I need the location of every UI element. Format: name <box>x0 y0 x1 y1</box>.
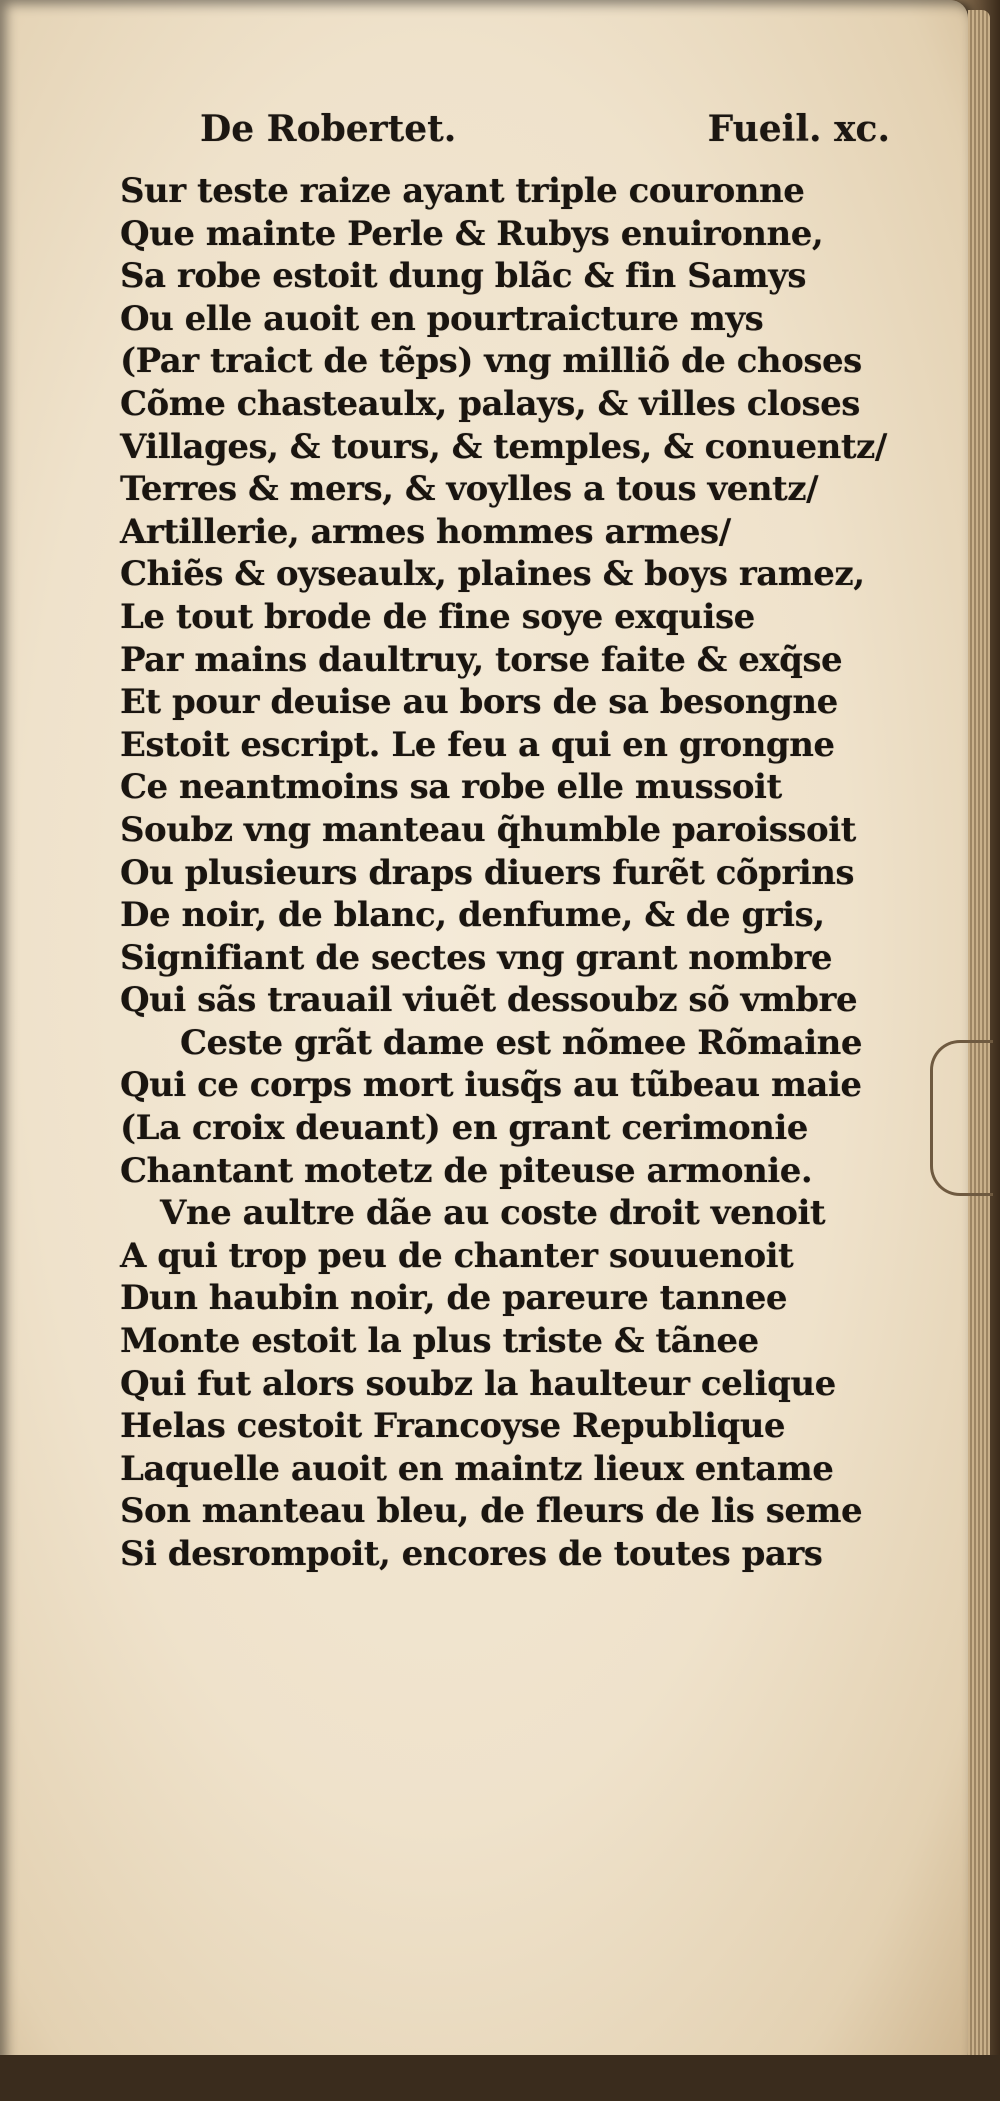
running-header <box>200 108 900 168</box>
header-title: De Robertet. <box>200 108 457 150</box>
verse-text <box>120 170 890 1576</box>
verse-line: Sa robe estoit dung blãc & fin Samys <box>120 256 807 297</box>
verse-line: Vne aultre dãe au coste droit venoit <box>160 1193 826 1234</box>
verse-line: Estoit escript. Le feu a qui en grongne <box>120 724 835 765</box>
verse-line: Artillerie, armes hommes armes/ <box>120 511 731 552</box>
verse-line: Cõme chasteaulx, palays, & villes closes <box>120 383 860 424</box>
verse-line: Le tout brode de fine soye exquise <box>120 596 755 637</box>
verse-line: De noir, de blanc, denfume, & de gris, <box>120 895 825 936</box>
verse-line: Ou plusieurs draps diuers furẽt cõprins <box>120 852 855 893</box>
verse-line: Villages, & tours, & temples, & conuentz/ <box>120 426 887 467</box>
folio-number: Fueil. xc. <box>707 108 890 150</box>
verse-line: Par mains daultruy, torse faite & exq̃se <box>120 639 843 680</box>
verse-line: Soubz vng manteau q̃humble paroissoit <box>120 809 856 850</box>
verse-line: Si desrompoit, encores de toutes pars <box>120 1534 823 1574</box>
binding-shadow <box>0 2055 1000 2101</box>
verse-line: Son manteau bleu, de fleurs de lis seme <box>120 1491 863 1532</box>
verse-line: Que mainte Perle & Rubys enuironne, <box>120 213 824 254</box>
verse-line: Dun haubin noir, de pareure tannee <box>120 1278 788 1319</box>
verse-line: A qui trop peu de chanter souuenoit <box>120 1235 794 1276</box>
verse-line: Ou elle auoit en pourtraicture mys <box>120 298 764 339</box>
verse-line: Chiẽs & oyseaulx, plaines & boys ramez, <box>120 554 865 595</box>
clasp-mark <box>930 1040 993 1196</box>
verse-line: Ceste grãt dame est nõmee Rõmaine <box>180 1022 863 1063</box>
verse-line: Ce neantmoins sa robe elle mussoit <box>120 767 782 808</box>
verse-line: (Par traict de tẽps) vng milliõ de choses <box>120 341 862 382</box>
verse-line: Qui ce corps mort iusq̃s au tũbeau maie <box>120 1065 862 1106</box>
verse-line: Helas cestoit Francoyse Republique <box>120 1406 786 1447</box>
verse-line: Sur teste raize ayant triple couronne <box>120 171 805 211</box>
verse-line: (La croix deuant) en grant cerimonie <box>120 1108 808 1149</box>
verse-line: Qui fut alors soubz la haulteur celique <box>120 1363 836 1404</box>
verse-line: Signifiant de sectes vng grant nombre <box>120 937 833 978</box>
verse-line: Monte estoit la plus triste & tãnee <box>120 1321 759 1362</box>
verse-line: Qui sãs trauail viuẽt dessoubz sõ vmbre <box>120 980 858 1021</box>
verse-line: Laquelle auoit en maintz lieux entame <box>120 1448 834 1489</box>
verse-line: Et pour deuise au bors de sa besongne <box>120 682 838 723</box>
verse-line: Terres & mers, & voylles a tous ventz/ <box>120 469 818 510</box>
verse-line: Chantant motetz de piteuse armonie. <box>120 1150 813 1191</box>
